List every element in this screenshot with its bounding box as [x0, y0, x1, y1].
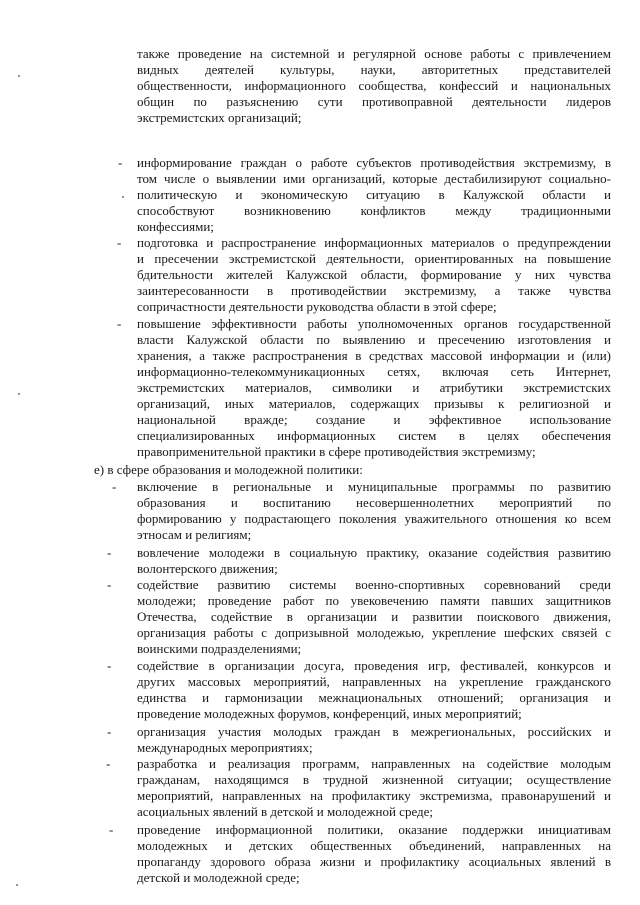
list-bullet: - — [112, 479, 117, 494]
list-item-line: мероприятий, направленных на профилактику экстремизма, правонарушений и — [137, 788, 611, 803]
paragraph-line: экстремистских организаций; — [137, 110, 302, 125]
list-item-line: содействие развитию системы военно-спортивных соревнований среди — [137, 577, 611, 592]
paragraph-line: видных деятелей культуры, науки, авторитетных представителей — [137, 62, 611, 77]
scan-speck — [18, 393, 20, 395]
paragraph-line: общин по разъяснению сути противоправной деятельности лидеров — [137, 94, 611, 109]
list-bullet: - — [118, 155, 123, 170]
list-bullet: - — [107, 577, 112, 592]
list-item-line: проведение молодежных форумов, конференций, иных мероприятий; — [137, 706, 522, 721]
list-bullet: - — [107, 724, 112, 739]
list-item-line: подготовка и распространение информационных материалов о предупреждении — [137, 235, 611, 250]
scan-speck — [122, 196, 124, 198]
list-item-line: экстремистских материалов, символики и атрибутики экстремистских — [137, 380, 611, 395]
list-item-line: гражданам, находящимся в трудной жизненной ситуации; осуществление — [137, 772, 611, 787]
list-item-line: способствуют возникновению конфликтов между традиционными — [137, 203, 611, 218]
list-item-line: образования и воспитанию несовершеннолетних мероприятий по — [137, 495, 611, 510]
paragraph-line: общественности, информационного сообщества, конфессий и национальных — [137, 78, 611, 93]
list-item-line: детской и молодежной среде; — [137, 870, 300, 885]
list-item-line: формированию у подрастающего поколения уважительного отношения ко всем — [137, 511, 611, 526]
list-item-line: международных мероприятиях; — [137, 740, 313, 755]
list-item-line: единства и гармонизации межнациональных отношений; организация и — [137, 690, 611, 705]
list-item-line: организация работы с допризывной молодежью, укрепление шефских связей с — [137, 625, 611, 640]
list-item-line: сопричастности деятельности руководства области в этой сфере; — [137, 299, 497, 314]
list-item-line: волонтерского движения; — [137, 561, 278, 576]
list-item-line: разработка и реализация программ, направленных на содействие молодым — [137, 756, 611, 771]
paragraph-line: также проведение на системной и регулярной основе работы с привлечением — [137, 46, 611, 61]
list-item-line: проведение информационной политики, оказание поддержки инициативам — [137, 822, 611, 837]
list-item-line: том числе о выявлении ими организаций, которые дестабилизируют социально- — [137, 171, 611, 186]
list-bullet: - — [117, 316, 122, 331]
section-heading: е) в сфере образования и молодежной политики: — [94, 462, 363, 477]
list-item-line: организация участия молодых граждан в межрегиональных, российских и — [137, 724, 611, 739]
list-item-line: национальной вражде; создание и эффективное использование — [137, 412, 611, 427]
list-bullet: - — [107, 658, 112, 673]
list-item-line: пропаганду здорового образа жизни и профилактику асоциальных явлений в — [137, 854, 611, 869]
list-item-line: организаций, иных материалов, содержащих призывы к религиозной и — [137, 396, 611, 411]
list-bullet: - — [107, 545, 112, 560]
list-bullet: - — [106, 756, 111, 771]
list-item-line: воинскими подразделениями; — [137, 641, 302, 656]
list-item-line: и пресечении экстремистской деятельности, ориентированных на повышение — [137, 251, 611, 266]
list-item-line: конфессиями; — [137, 219, 214, 234]
list-bullet: - — [109, 822, 114, 837]
list-item-line: хранения, а также распространения в средствах массовой информации и (или) — [137, 348, 611, 363]
list-item-line: вовлечение молодежи в социальную практику, оказание содействия развитию — [137, 545, 611, 560]
list-item-line: политическую и экономическую ситуацию в Калужской области и — [137, 187, 611, 202]
list-item-line: молодежных и детских общественных объединений, направленных на — [137, 838, 611, 853]
list-item-line: молодежи; проведение работ по увековечению памяти павших защитников — [137, 593, 611, 608]
list-item-line: власти Калужской области по выявлению и пресечению изготовления и — [137, 332, 611, 347]
list-item-line: информационно-телекоммуникационных сетях, включая сеть Интернет, — [137, 364, 611, 379]
list-item-line: информирование граждан о работе субъектов противодействия экстремизму, в — [137, 155, 611, 170]
list-item-line: заинтересованности в противодействии экстремизму, а также чувства — [137, 283, 611, 298]
scan-speck — [18, 75, 20, 77]
scan-speck — [16, 884, 18, 886]
list-item-line: других массовых мероприятий, направленных на укрепление гражданского — [137, 674, 611, 689]
list-item-line: специализированных информационных систем в целях обеспечения — [137, 428, 611, 443]
list-item-line: содействие в организации досуга, проведения игр, фестивалей, конкурсов и — [137, 658, 611, 673]
list-item-line: правоприменительной практики в сфере противодействия экстремизму; — [137, 444, 536, 459]
list-item-line: бдительности жителей Калужской области, формирование у них чувства — [137, 267, 611, 282]
list-item-line: этносам и религиям; — [137, 527, 252, 542]
list-item-line: включение в региональные и муниципальные программы по развитию — [137, 479, 611, 494]
list-item-line: асоциальных явлений в детской и молодежной среде; — [137, 804, 434, 819]
list-bullet: - — [117, 235, 122, 250]
list-item-line: повышение эффективности работы уполномоченных органов государственной — [137, 316, 611, 331]
list-item-line: Отечества, содействие в организации и развитии поискового движения, — [137, 609, 611, 624]
